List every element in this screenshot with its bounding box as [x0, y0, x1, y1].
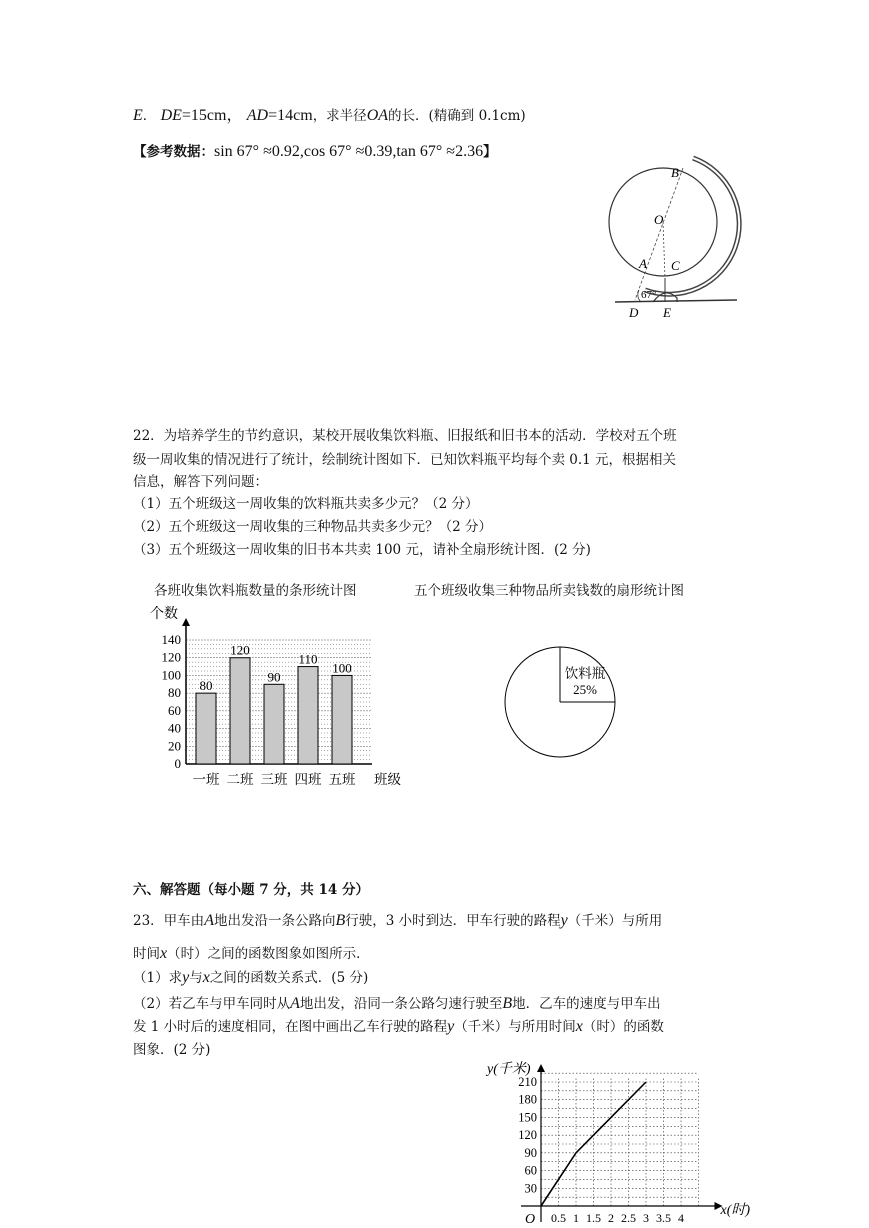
pie-chart	[504, 646, 624, 766]
q23-l1a: 23．甲车由	[133, 913, 205, 929]
ref-math: sin 67° ≈0.92,cos 67° ≈0.39,tan 67° ≈2.36	[214, 143, 484, 160]
bar	[332, 675, 352, 764]
var-x: x	[575, 1018, 583, 1035]
var-y: y	[447, 1018, 455, 1035]
y-axis-arrow	[182, 618, 190, 626]
label-d: D	[629, 305, 639, 320]
bar	[196, 693, 216, 764]
q21-question-line: E． DE=15cm， AD=14cm，求半径OA的长．(精确到 0.1cm)	[133, 107, 526, 124]
bar-chart-title: 各班收集饮料瓶数量的条形统计图	[154, 583, 357, 599]
q23-s3c: （时）的函数	[582, 1019, 664, 1035]
q22-line1: 22．为培养学生的节约意识，某校开展收集饮料瓶、旧报纸和旧书本的活动．学校对五个班	[133, 428, 677, 444]
q23-s1a: （1）求	[133, 970, 183, 986]
q23-l1b: 地出发沿一条公路向	[213, 913, 336, 929]
q23-s3a: 发 1 小时后的速度相同，在图中画出乙车行驶的路程	[133, 1019, 448, 1035]
label-e: E	[663, 305, 671, 320]
segment-ad: AD	[246, 107, 269, 124]
y-tick-label: 60	[168, 702, 181, 718]
y-tick-label: 60	[524, 1163, 537, 1178]
q22-line2: 级一周收集的情况进行了统计，绘制统计图如下．已知饮料瓶平均每个卖 0.1 元，根据相关	[133, 452, 677, 468]
axis-line	[635, 168, 683, 300]
section-heading: 六、解答题（每小题 7 分，共 14 分）	[133, 882, 369, 898]
q23-line1	[133, 912, 662, 930]
x-tick-label: 2.5	[621, 1211, 636, 1225]
y-tick-label: 20	[168, 738, 181, 754]
q23-s2b: 地出发，沿同一条公路匀速行驶至	[299, 996, 503, 1012]
x-tick-label: 1	[573, 1211, 579, 1225]
q23-sub2-end: 图象．(2 分)	[133, 1042, 211, 1058]
y-tick-label: 0	[174, 756, 181, 771]
q23-l1c: 行驶，3 小时到达．甲车行驶的路程	[345, 913, 561, 929]
label-angle: 67°	[641, 289, 657, 301]
point-e: E	[133, 107, 143, 124]
y-tick-label: 40	[168, 720, 181, 736]
de-value: =15cm，	[181, 107, 243, 124]
q23-s1b: 与	[189, 970, 203, 986]
x-tick-label: 2	[608, 1211, 614, 1225]
y-axis-label: 个数	[150, 607, 178, 622]
bar	[298, 667, 318, 764]
x-tick-label: 4	[678, 1211, 684, 1225]
y-tick-label: 30	[524, 1181, 537, 1196]
bar-value-label: 90	[267, 669, 281, 685]
x-axis-label: x(时)	[720, 1203, 751, 1218]
category-label: 四班	[294, 772, 322, 787]
category-label: 二班	[226, 772, 254, 787]
label-b: B	[671, 165, 679, 180]
x-tick-label: 1.5	[586, 1211, 601, 1225]
y-tick-label: 120	[518, 1128, 537, 1143]
y-axis-arrow	[537, 1064, 545, 1072]
question-tail: 的长．(精确到 0.1cm)	[388, 108, 526, 124]
category-label: 五班	[328, 772, 356, 787]
var-a: A	[290, 995, 300, 1012]
bar-value-label: 80	[199, 678, 213, 694]
var-y: y	[182, 969, 190, 986]
label-c: C	[671, 258, 680, 273]
q22-sub3: （3）五个班级这一周收集的旧书本共卖 100 元，请补全扇形统计图．(2 分)	[133, 542, 591, 558]
bar	[264, 684, 284, 764]
q23-l2a: 时间	[133, 946, 160, 962]
q23-l1d: （千米）与所用	[567, 913, 663, 929]
q23-sub2	[133, 995, 661, 1013]
question-text: ，求半径	[312, 108, 367, 124]
slice-label: 饮料瓶	[564, 666, 606, 681]
q23-s2c: 地．乙车的速度与甲车出	[512, 996, 661, 1012]
q22-line3: 信息，解答下列问题：	[133, 474, 268, 490]
q23-s1c: 之间的函数关系式．(5 分)	[209, 970, 369, 986]
q22-sub2: （2）五个班级这一周收集的三种物品共卖多少元？（2 分）	[133, 519, 492, 535]
y-tick-label: 140	[161, 632, 181, 647]
q23-s3b: （千米）与所用时间	[454, 1019, 576, 1035]
segment-de: DE	[160, 107, 182, 124]
reference-data	[133, 143, 497, 161]
var-b: B	[502, 995, 513, 1012]
origin-label: O	[525, 1212, 536, 1227]
var-y: y	[560, 912, 568, 929]
oc-line	[663, 222, 665, 278]
var-x: x	[202, 969, 210, 986]
q23-s2a: （2）若乙车与甲车同时从	[133, 996, 291, 1012]
y-tick-label: 120	[161, 649, 181, 665]
ad-value: =14cm	[268, 107, 313, 124]
q23-line2	[133, 945, 370, 963]
bar-value-label: 100	[332, 660, 352, 676]
y-tick-label: 150	[518, 1110, 537, 1125]
segment-oa: OA	[366, 107, 389, 124]
y-axis-label: y(千米)	[487, 1062, 531, 1077]
q22-sub1: （1）五个班级这一周收集的饮料瓶共卖多少元？（2 分）	[133, 496, 479, 512]
var-a: A	[204, 912, 214, 929]
ground-line	[615, 300, 737, 302]
q23-sub1	[133, 969, 368, 987]
ref-open: 【参考数据：	[133, 144, 214, 160]
y-tick-label: 180	[518, 1092, 537, 1107]
x-tick-label: 0.5	[551, 1211, 566, 1225]
y-tick-label: 80	[168, 685, 181, 701]
bar-value-label: 110	[298, 651, 318, 667]
slice-value-label: 25%	[573, 682, 597, 697]
x-tick-label: 3.5	[656, 1211, 671, 1225]
q23-sub2-cont	[133, 1018, 664, 1036]
pie-chart-title: 五个班级收集三种物品所卖钱数的扇形统计图	[414, 583, 684, 599]
bar	[230, 658, 250, 764]
ref-close: 】	[483, 144, 497, 160]
y-tick-label: 100	[161, 667, 181, 683]
x-axis-label: 班级	[374, 772, 401, 787]
y-tick-label: 210	[518, 1075, 537, 1089]
x-tick-label: 3	[643, 1211, 649, 1225]
category-label: 三班	[260, 772, 288, 787]
bar-value-label: 120	[230, 642, 250, 658]
category-label: 一班	[192, 772, 220, 787]
y-tick-label: 90	[524, 1145, 537, 1160]
var-x: x	[160, 945, 168, 962]
label-a: A	[639, 256, 647, 271]
line-chart	[487, 1058, 751, 1228]
var-b: B	[335, 912, 346, 929]
globe-figure	[605, 150, 755, 320]
bar-chart	[140, 600, 420, 800]
label-o: O	[654, 212, 664, 227]
q23-l2b: （时）之间的函数图象如图所示．	[167, 946, 370, 962]
